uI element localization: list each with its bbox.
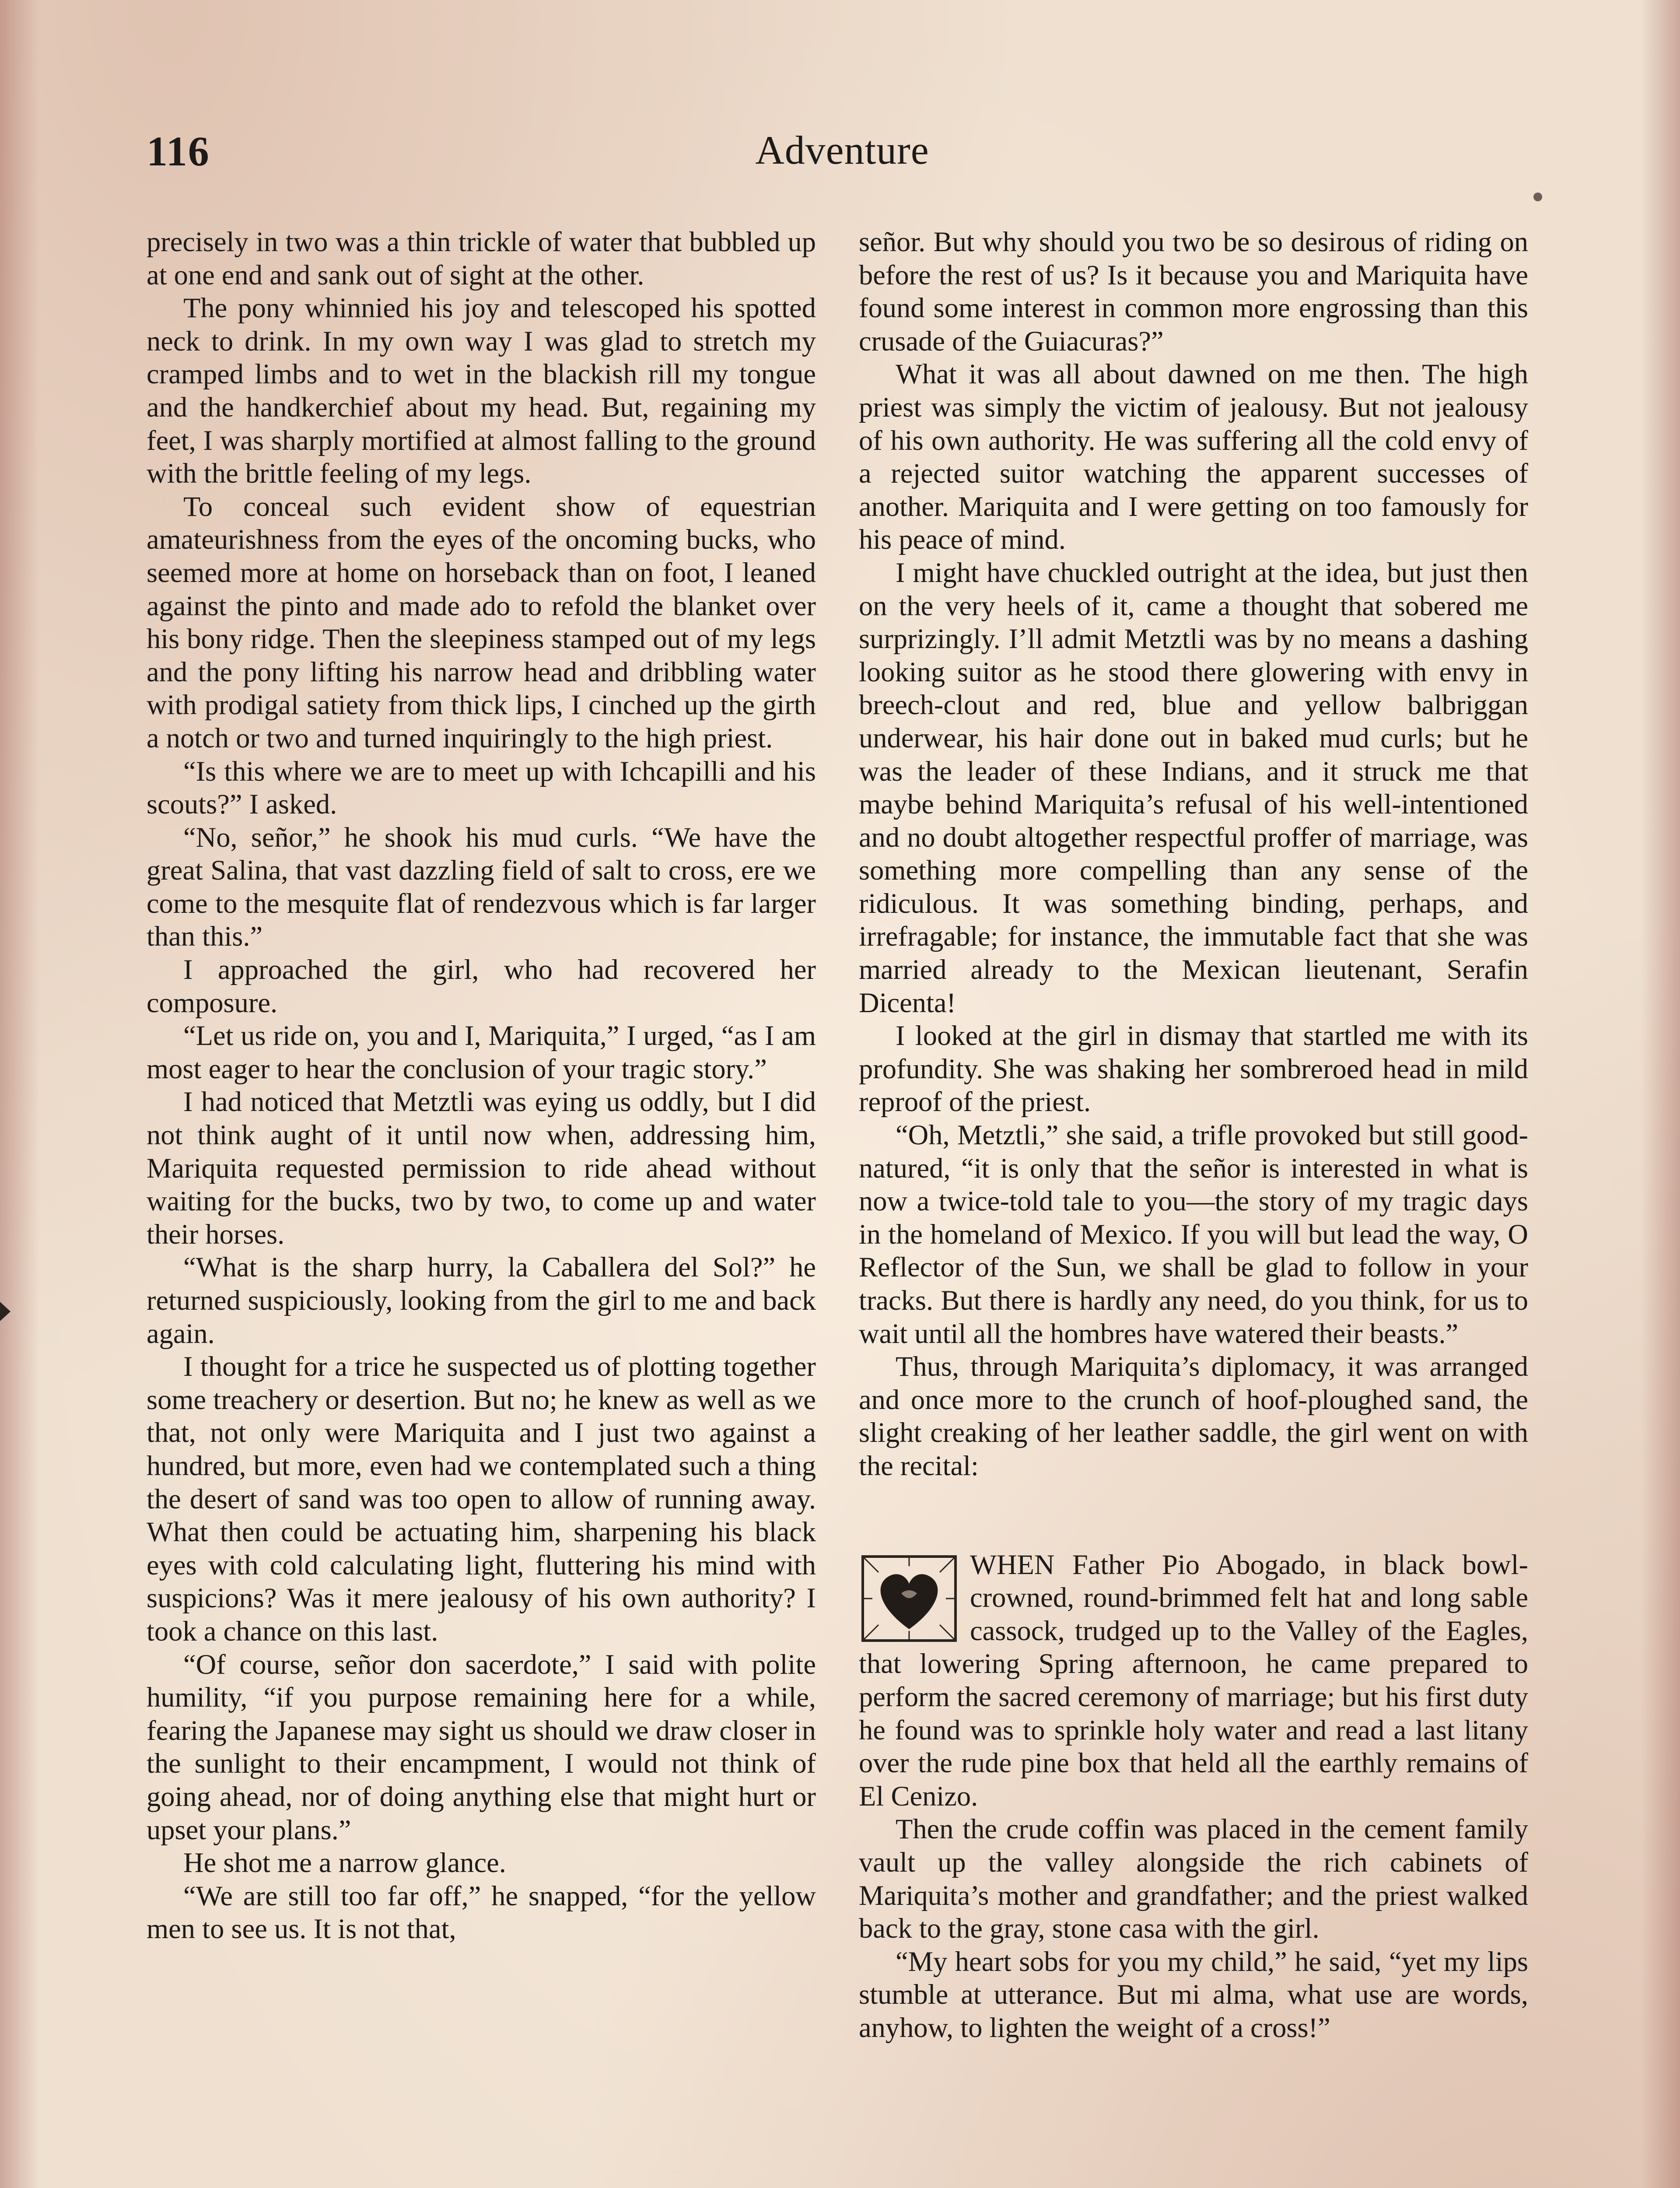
paragraph: “No, señor,” he shook his mud curls. “We have the great Salina, that vast dazzling field of salt to cross, ere we come to the mesquite flat of rendezvous which is far larger than this.”: [147, 821, 816, 952]
paragraph: “My heart sobs for you my child,” he said, “yet my lips stumble at utterance. But mi alma, what use are words, anyhow, to lighten the weight of a cross!”: [859, 1946, 1528, 2043]
paragraph: The pony whinnied his joy and telescoped his spotted neck to drink. In my own way I was glad to stretch my cramped limbs and to wet in the blackish rill my tongue and the handkerchief about my head. But, regaining my feet, I was sharply mortified at almost falling to the ground with the brittle feeling of my legs.: [147, 292, 816, 489]
heart-ornament-icon: [859, 1553, 959, 1645]
paragraph: señor. But why should you two be so desirous of riding on before the rest of us? Is it because you and Mariquita have found some interest in common more engrossing than this crusade of the Guiacuras?”: [859, 226, 1528, 357]
section-opening-paragraph: [859, 1548, 1528, 1813]
paragraph: What it was all about dawned on me then. The high priest was simply the victim of jealousy. But not jealousy of his own authority. He was suffering all the cold envy of a rejected suitor watching the apparent successes of another. Mariquita and I were getting on too famously for his peace of mind.: [859, 358, 1528, 555]
paragraph: I approached the girl, who had recovered her composure.: [147, 954, 816, 1018]
paragraph: He shot me a narrow glance.: [183, 1847, 506, 1879]
paragraph: “Oh, Metztli,” she said, a trifle provoked but still good-natured, “it is only that the señor is interested in what is now a twice-told tale to you—the story of my tragic days in the homeland of Mexico. If you will but lead the way, O Reflector of the Sun, we shall be glad to follow in your tracks. But there is hardly any need, do you think, for us to wait until all the hombres have watered their beasts.”: [859, 1119, 1528, 1349]
paragraph: “Is this where we are to meet up with Ichcapilli and his scouts?” I asked.: [147, 755, 816, 820]
right-column-top: [859, 225, 1528, 1483]
left-column: [147, 225, 816, 1946]
paragraph: precisely in two was a thin trickle of water that bubbled up at one end and sank out of sight at the other.: [147, 226, 816, 291]
page-number: 116: [147, 128, 210, 175]
paragraph: Thus, through Mariquita’s diplomacy, it was arranged and once more to the crunch of hoof-ploughed sand, the slight creaking of her leather saddle, the girl went on with the recital:: [859, 1351, 1528, 1481]
running-head: Adventure: [755, 128, 929, 172]
paragraph: I had noticed that Metztli was eying us oddly, but I did not think aught of it until now when, addressing him, Mariquita requested permission to ride ahead without waiting for the bucks, two by two, to come up and water their horses.: [147, 1086, 816, 1250]
section-break: [859, 1483, 1528, 1548]
page-edge-shadow-left: [0, 0, 39, 2188]
paragraph: I thought for a trice he suspected us of plotting together some treachery or desertion. But no; he knew as well as we that, not only were Mariquita and I just two against a hundred, but more, even had we contemplated such a thing the desert of sand was too open to allow of running away. What then could be actuating him, sharpening his black eyes with cold calculating light, fluttering his mind with suspicions? Was it mere jealousy of his own authority? I took a chance on this last.: [147, 1351, 816, 1647]
paragraph: I might have chuckled outright at the idea, but just then on the very heels of it, came a thought that sobered me surprizingly. I’ll admit Metztli was by no means a dashing looking suitor as he stood there glowering with envy in breech-clout and red, blue and yellow balbriggan underwear, his hair done out in baked mud curls; but he was the leader of these Indians, and it struck me that maybe behind Mariquita’s refusal of his well-intentioned and no doubt altogether respectful proffer of marriage, was something more compelling than any sense of the ridiculous. It was something binding, perhaps, and irrefragable; for instance, the immutable fact that she was married already to the Mexican lieutenant, Serafin Dicenta!: [859, 557, 1528, 1018]
section-opening-text: WHEN Father Pio Abogado, in black bowl-crowned, round-brimmed felt hat and long sable cassock, trudged up to the Valley of the Eagles, that lowering Spring afternoon, he came prepared to perform the sacred ceremony of marriage; but his first duty he found was to sprinkle holy water and read a last litany over the rude pine box that held all the earthly remains of El Cenizo.: [859, 1549, 1528, 1812]
paragraph: To conceal such evident show of equestrian amateurishness from the eyes of the oncoming bucks, who seemed more at home on horseback than on foot, I leaned against the pinto and made ado to refold the blanket over his bony ridge. Then the sleepiness stamped out of my legs and the pony lifting his narrow head and dribbling water with prodigal satiety from thick lips, I cinched up the girth a notch or two and turned inquiringly to the high priest.: [147, 491, 816, 754]
paragraph: “We are still too far off,” he snapped, “for the yellow men to see us. It is not that,: [147, 1880, 816, 1945]
ink-dot: [1533, 193, 1542, 201]
paragraph: “What is the sharp hurry, la Caballera del Sol?” he returned suspiciously, looking from the girl to me and back again.: [147, 1252, 816, 1349]
right-column-bottom: [859, 1813, 1528, 2044]
paragraph: “Let us ride on, you and I, Mariquita,” I urged, “as I am most eager to hear the conclusion of your tragic story.”: [147, 1020, 816, 1084]
paragraph: Then the crude coffin was placed in the cement family vault up the valley alongside the rich cabinets of Mariquita’s mother and grandfather; and the priest walked back to the gray, stone casa with the girl.: [859, 1813, 1528, 1944]
paragraph: “Of course, señor don sacerdote,” I said with polite humility, “if you purpose remaining here for a while, fearing the Japanese may sight us should we draw closer in the sunlight to their encampment, I would not think of going ahead, nor of doing anything else that might hurt or upset your plans.”: [147, 1648, 816, 1845]
paragraph: I looked at the girl in dismay that startled me with its profundity. She was shaking her sombreroed head in mild reproof of the priest.: [859, 1020, 1528, 1118]
page-header: [147, 127, 1538, 184]
page-edge-shadow-right: [1641, 0, 1680, 2188]
right-column: [859, 225, 1528, 2044]
